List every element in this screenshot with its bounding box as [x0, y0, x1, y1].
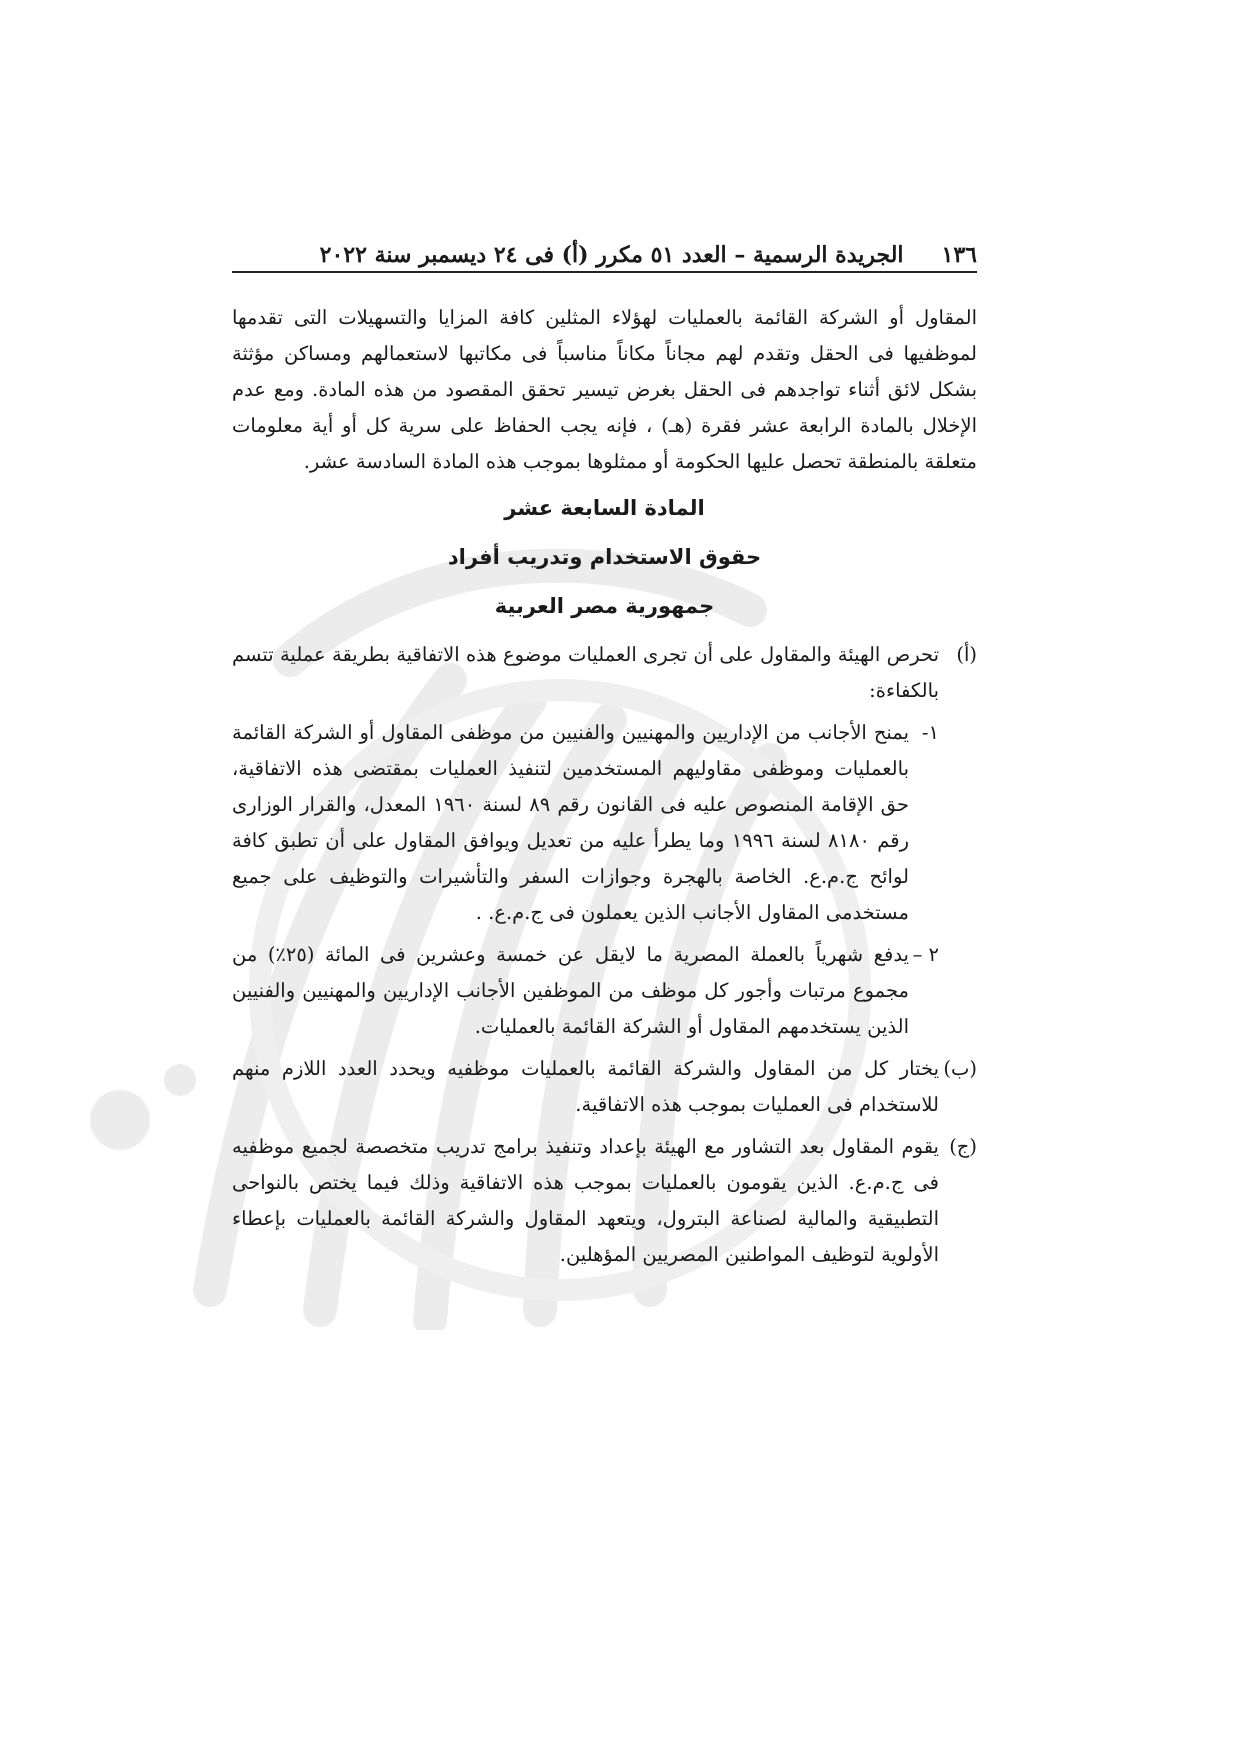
document-body: [232, 300, 977, 1273]
article-subheading: حقوق الاستخدام وتدريب أفراد: [447, 545, 762, 569]
clause-a-item-2: [232, 937, 977, 1045]
clause-c: [232, 1129, 977, 1273]
clause-a: [232, 637, 977, 709]
clause-c-label: (ج): [949, 1135, 977, 1158]
page-header: [232, 228, 977, 268]
clause-a-item-2-text: يدفع شهرياً بالعملة المصرية ما لايقل عن خمسة وعشرين فى المائة (٢٥٪) من مجموع مرتبات وأجور كل موظف من الموظفين الأجانب الإداريين والمهنيين والفنيين الذين يستخدمهم المقاول أو الشركة القائمة بالعمليات.: [232, 943, 909, 1038]
clause-a-item-2-label: ٢ –: [912, 943, 939, 966]
clause-a-item-1-label: ١-: [921, 721, 939, 744]
intro-paragraph: المقاول أو الشركة القائمة بالعمليات لهؤلاء المثلين كافة المزايا والتسهيلات التى تقدمها لموظفيها فى الحقل وتقدم لهم مجاناً مكاناً مناسباً فى مكاتبها لاستعمالهم ومساكن مؤثثة بشكل لائق أثناء تواجدهم فى الحقل بغرض تيسير تحقق المقصود من هذه المادة. ومع عدم الإخلال بالمادة الرابعة عشر فقرة (هـ) ، فإنه يجب الحفاظ على سرية كل أو أية معلومات متعلقة بالمنطقة تحصل عليها الحكومة أو ممثلوها بموجب هذه المادة السادسة عشر.: [232, 306, 977, 473]
clause-a-item-1: [232, 715, 977, 931]
clause-c-text: يقوم المقاول بعد التشاور مع الهيئة بإعداد وتنفيذ برامج تدريب متخصصة لجميع موظفيه فى ج.م.ع. الذين يقومون بالعمليات بموجب هذه الاتفاقية وذلك فيما يختص بالنواحى التطبيقية والمالية لصناعة البترول، ويتعهد المقاول والشركة القائمة بالعمليات بإعطاء الأولوية لتوظيف المواطنين المصريين المؤهلين.: [232, 1135, 939, 1266]
clause-a-label: (أ): [956, 643, 977, 666]
clause-a-text: تحرص الهيئة والمقاول على أن تجرى العمليات موضوع هذه الاتفاقية بطريقة عملية تتسم بالكفاءة:: [232, 643, 939, 702]
clause-a-item-1-text: يمنح الأجانب من الإداريين والمهنيين والفنيين من موظفى المقاول أو الشركة القائمة بالعمليات وموظفى مقاوليهم المستخدمين لتنفيذ العمليات بمقتضى هذه الاتفاقية، حق الإقامة المنصوص عليه فى القانون رقم ٨٩ لسنة ١٩٦٠ المعدل، والقرار الوزارى رقم ٨١٨٠ لسنة ١٩٩٦ وما يطرأ عليه من تعديل ويوافق المقاول على أن تطبق كافة لوائح ج.م.ع. الخاصة بالهجرة وجوازات السفر والتأشيرات والتوظيف على جميع مستخدمى المقاول الأجانب الذين يعملون فى ج.م.ع. .: [232, 721, 910, 924]
clause-b: [232, 1051, 977, 1123]
header-divider: [232, 271, 977, 273]
page-number: ١٣٦: [941, 242, 977, 268]
clause-b-text: يختار كل من المقاول والشركة القائمة بالعمليات موظفيه ويحدد العدد اللازم منهم للاستخدام فى العمليات بموجب هذه الاتفاقية.: [232, 1057, 939, 1116]
gazette-title: الجريدة الرسمية – العدد ٥١ مكرر (أ) فى ٢٤ ديسمبر سنة ٢٠٢٢: [319, 242, 904, 268]
article-heading: المادة السابعة عشر: [504, 496, 705, 520]
clause-b-label: (ب): [943, 1057, 977, 1080]
article-subheading-country: جمهورية مصر العربية: [494, 594, 715, 618]
